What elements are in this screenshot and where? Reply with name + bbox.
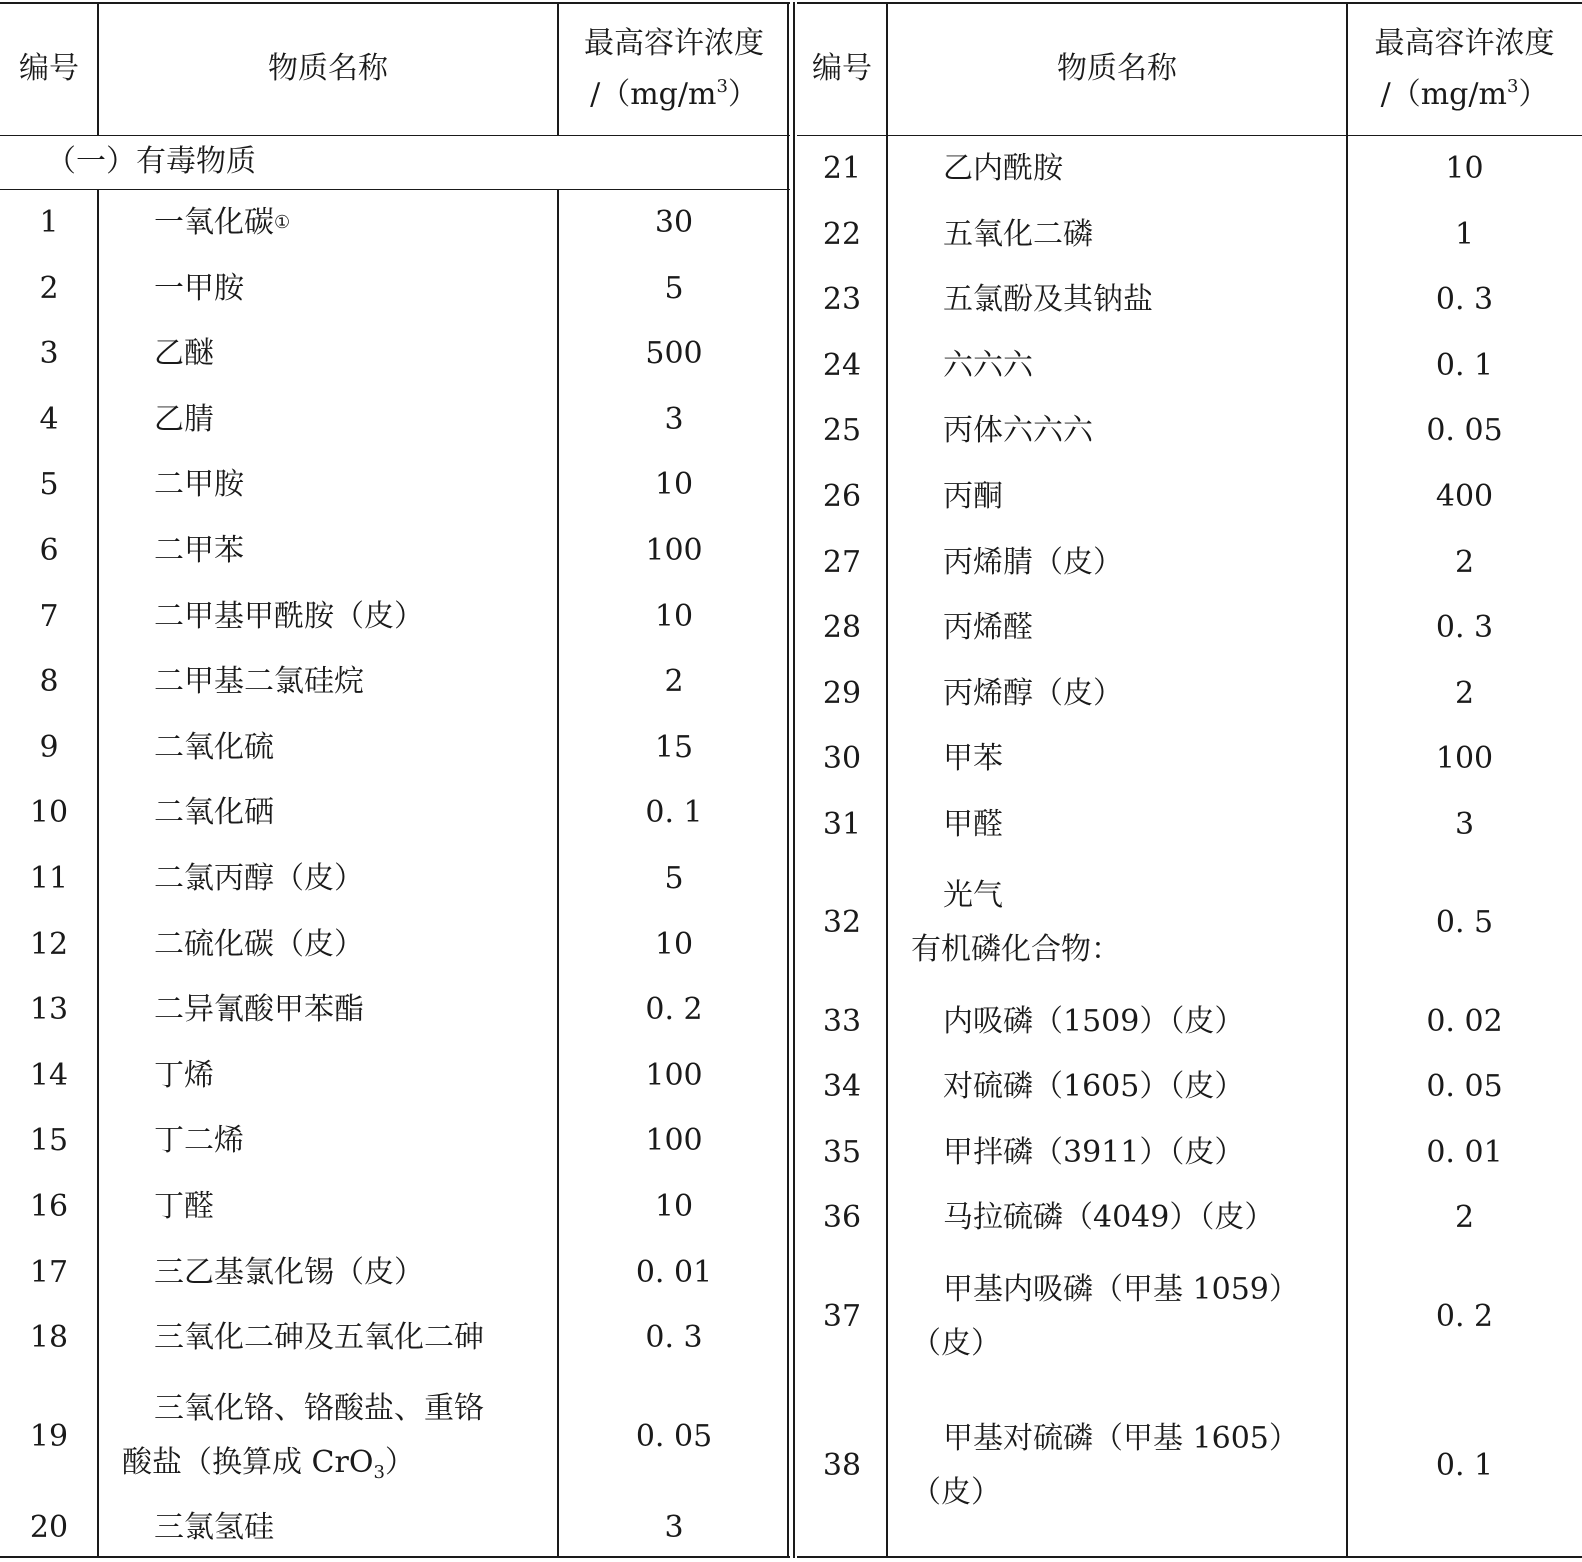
header-conc-line1: 最高容许浓度 [584, 25, 764, 61]
row-number: 27 [822, 544, 862, 580]
row-number: 4 [39, 401, 59, 437]
table-row [797, 661, 1582, 727]
substance-name-line2: （皮） [911, 1325, 1001, 1361]
section-label: （一）有毒物质 [46, 144, 256, 180]
row-number: 38 [822, 1447, 862, 1483]
table-row [797, 595, 1582, 661]
row-number: 23 [822, 282, 862, 318]
substance-name [98, 649, 558, 715]
substance-name [98, 1240, 558, 1306]
substance-name-text: 三氧化二砷及五氧化二砷 [154, 1320, 484, 1356]
substance-name-text: 乙内酰胺 [943, 151, 1063, 187]
row-number: 9 [39, 729, 59, 765]
table-row [0, 846, 790, 912]
max-concentration-value: 10 [1445, 151, 1484, 187]
table-row [797, 1185, 1582, 1251]
substance-name [887, 661, 1347, 727]
table-row [0, 518, 790, 584]
row-number: 7 [39, 598, 59, 634]
max-concentration-value: 2 [664, 664, 684, 700]
substance-name-line1: 甲基内吸磷（甲基 1059） [943, 1271, 1299, 1307]
row-number: 29 [822, 675, 862, 711]
substance-name [98, 715, 558, 781]
table-row [797, 1120, 1582, 1186]
substance-name-text: 二氧化硫 [154, 729, 274, 765]
substance-name-text: 丙烯腈（皮） [943, 544, 1123, 580]
row-number: 28 [822, 610, 862, 646]
substance-name [98, 452, 558, 518]
table-row [0, 256, 790, 322]
row-number: 16 [29, 1189, 69, 1225]
substance-name [887, 726, 1347, 792]
table-row [797, 858, 1582, 989]
row-number: 15 [29, 1123, 69, 1159]
substance-name-text: 内吸磷（1509）（皮） [943, 1003, 1245, 1039]
footnote-marker: ① [274, 211, 291, 233]
substance-name-text: 乙腈 [154, 401, 214, 437]
max-concentration-value: 100 [645, 1123, 703, 1159]
row-number: 37 [822, 1298, 862, 1334]
table-row [797, 726, 1582, 792]
substance-name [887, 398, 1347, 464]
row-number: 30 [822, 741, 862, 777]
table-row [797, 202, 1582, 268]
max-concentration-value: 100 [645, 533, 703, 569]
header-substance-name: 物质名称 [1057, 51, 1177, 87]
substance-name-line2: 有机磷化合物： [911, 932, 1121, 968]
substance-name-text: 甲醛 [943, 807, 1003, 843]
substance-name-line1: 甲基对硫磷（甲基 1605） [943, 1420, 1299, 1456]
column-divider [557, 4, 559, 136]
max-concentration-value: 15 [654, 729, 694, 765]
row-number: 21 [822, 151, 862, 187]
substance-name [887, 858, 1347, 989]
table-row [797, 464, 1582, 530]
header-number: 编号 [19, 51, 79, 87]
max-concentration-value: 0. 1 [645, 795, 703, 831]
max-concentration-value: 3 [664, 1510, 684, 1546]
max-concentration-value: 30 [654, 205, 694, 241]
max-concentration-value: 2 [1454, 1200, 1475, 1236]
table-row [797, 398, 1582, 464]
substance-name [98, 321, 558, 387]
substance-name [887, 989, 1347, 1055]
header-conc-unit: $/(mg/m^3)$ [1380, 76, 1549, 112]
max-concentration-value: 5 [664, 270, 684, 306]
substance-name [98, 912, 558, 978]
left-table [0, 2, 790, 1558]
substance-name [887, 136, 1347, 202]
row-number: 26 [822, 479, 862, 515]
substance-name [887, 267, 1347, 333]
substance-name [98, 518, 558, 584]
header-conc-line1: 最高容许浓度 [1374, 25, 1555, 61]
table-row [797, 1054, 1582, 1120]
substance-name [887, 1185, 1347, 1251]
substance-name [887, 333, 1347, 399]
max-concentration-value: 0. 05 [635, 1418, 713, 1454]
row-number: 14 [29, 1057, 69, 1093]
double-divider [793, 2, 795, 1558]
table-row [0, 1502, 790, 1554]
table-row [797, 530, 1582, 596]
table-row [797, 136, 1582, 202]
substance-name-text: 马拉硫磷（4049）（皮） [943, 1200, 1275, 1236]
table-row [0, 1371, 790, 1502]
substance-name [98, 1371, 558, 1502]
table-row [0, 452, 790, 518]
section-row [0, 136, 790, 190]
max-concentration-value: 2 [1454, 544, 1475, 580]
table-row [0, 387, 790, 453]
max-concentration-value: 0. 3 [645, 1320, 703, 1356]
table-row [797, 1382, 1582, 1549]
max-concentration-value: 500 [645, 336, 703, 372]
max-concentration-value: 2 [1454, 675, 1475, 711]
substance-name-text: 一甲胺 [154, 270, 244, 306]
max-concentration-value: 0. 2 [645, 992, 703, 1028]
substance-name [887, 1054, 1347, 1120]
substance-name [98, 1108, 558, 1174]
row-number: 24 [822, 347, 862, 383]
row-number: 6 [39, 533, 59, 569]
table-row [0, 780, 790, 846]
table-row [0, 649, 790, 715]
table-row [797, 792, 1582, 858]
substance-name [887, 1251, 1347, 1382]
substance-name [887, 530, 1347, 596]
substance-name-text: 丙酮 [943, 479, 1003, 515]
header-conc-unit: $/(mg/m^3)$ [590, 76, 758, 112]
table-row [0, 190, 790, 256]
table-row [0, 977, 790, 1043]
max-concentration-value: 0. 05 [1426, 1069, 1503, 1105]
row-number: 8 [39, 664, 59, 700]
header-max-concentration [558, 4, 790, 134]
table-row [797, 989, 1582, 1055]
substance-name-line1: 三氧化铬、铬酸盐、重铬 [154, 1391, 484, 1427]
table-row [0, 1305, 790, 1371]
substance-name-text: 二甲胺 [154, 467, 244, 503]
substance-name-text: 二氧化硒 [154, 795, 274, 831]
max-concentration-value: 100 [1435, 741, 1494, 777]
max-concentration-value: 0. 1 [1435, 347, 1494, 383]
max-concentration-value: 3 [1454, 807, 1475, 843]
substance-name-text: 二甲基二氯硅烷 [154, 664, 364, 700]
substance-name-text: 二甲苯 [154, 533, 244, 569]
max-concentration-value: 1 [1454, 216, 1475, 252]
substance-name-text: 二甲基甲酰胺（皮） [154, 598, 424, 634]
table-row [797, 1251, 1582, 1382]
max-concentration-value: 3 [664, 401, 684, 437]
substance-name-text: 丙体六六六 [943, 413, 1093, 449]
row-number: 2 [39, 270, 59, 306]
substance-name [98, 780, 558, 846]
substance-name-line2: （皮） [911, 1474, 1001, 1510]
substance-name [887, 792, 1347, 858]
substance-name-text: 二硫化碳（皮） [154, 926, 364, 962]
row-number: 3 [39, 336, 59, 372]
row-number: 18 [29, 1320, 69, 1356]
substance-name-text: 甲拌磷（3911）（皮） [943, 1134, 1245, 1170]
table-row [797, 267, 1582, 333]
substance-name [98, 1174, 558, 1240]
substance-name [98, 977, 558, 1043]
table-row [0, 912, 790, 978]
table-row [0, 584, 790, 650]
double-divider [787, 2, 789, 1558]
substance-name [98, 846, 558, 912]
max-concentration-value: 10 [654, 467, 694, 503]
substance-name-text: 丁烯 [154, 1057, 214, 1093]
substance-name-text: 六六六 [943, 347, 1033, 383]
right-table [797, 2, 1582, 1558]
max-concentration-value: 0. 1 [1435, 1447, 1494, 1483]
substance-name-line1: 光气 [943, 878, 1003, 914]
substance-name-text: 乙醚 [154, 336, 214, 372]
max-concentration-value: 0. 01 [1426, 1134, 1503, 1170]
column-divider [97, 4, 99, 136]
row-number: 1 [39, 205, 59, 241]
substance-name [98, 1043, 558, 1109]
substance-name [887, 1120, 1347, 1186]
table-header [0, 4, 790, 136]
max-concentration-value: 10 [654, 598, 694, 634]
substance-name-text: 二氯丙醇（皮） [154, 861, 364, 897]
row-number: 13 [29, 992, 69, 1028]
substance-name [887, 1382, 1347, 1549]
substance-name-text: 三氯氢硅 [154, 1510, 274, 1546]
substance-name-text: 对硫磷（1605）（皮） [943, 1069, 1245, 1105]
substance-name-line2: 酸盐（换算成 CrO$_3$） [122, 1445, 415, 1484]
header-number: 编号 [812, 51, 872, 87]
max-concentration-value: 0. 3 [1435, 282, 1494, 318]
row-number: 34 [822, 1069, 862, 1105]
table-row [0, 1174, 790, 1240]
substance-name-text: 二异氰酸甲苯酯 [154, 992, 364, 1028]
substance-name [98, 1305, 558, 1371]
substance-name-text: 丙烯醛 [943, 610, 1033, 646]
substance-name-text: 五氧化二磷 [943, 216, 1093, 252]
row-number: 10 [29, 795, 69, 831]
row-number: 31 [822, 807, 862, 843]
max-concentration-value: 0. 2 [1435, 1298, 1494, 1334]
row-number: 22 [822, 216, 862, 252]
substance-name-text: 甲苯 [943, 741, 1003, 777]
table-row [0, 1108, 790, 1174]
row-number: 33 [822, 1003, 862, 1039]
row-number: 5 [39, 467, 59, 503]
substance-name [887, 595, 1347, 661]
max-concentration-value: 0. 05 [1426, 413, 1503, 449]
substance-name-text: 丙烯醇（皮） [943, 675, 1123, 711]
substance-name [887, 202, 1347, 268]
header-substance-name: 物质名称 [268, 51, 388, 87]
table-row [0, 1240, 790, 1306]
row-number: 19 [29, 1418, 69, 1454]
row-number: 20 [29, 1510, 69, 1546]
substance-name [98, 1502, 558, 1554]
max-concentration-value: 400 [1435, 479, 1494, 515]
row-number: 12 [29, 926, 69, 962]
substance-name-text: 丁二烯 [154, 1123, 244, 1159]
max-concentration-value: 0. 02 [1426, 1003, 1503, 1039]
row-number: 36 [822, 1200, 862, 1236]
substance-name-text: 五氯酚及其钠盐 [943, 282, 1153, 318]
substance-name [98, 387, 558, 453]
table-row [0, 321, 790, 387]
substance-name [98, 584, 558, 650]
max-concentration-value: 5 [664, 861, 684, 897]
table-header [797, 4, 1582, 136]
row-number: 32 [822, 905, 862, 941]
table-row [0, 715, 790, 781]
table-row [797, 333, 1582, 399]
row-number: 35 [822, 1134, 862, 1170]
substance-name [98, 190, 558, 256]
substance-name-text: 一氧化碳 [154, 205, 274, 241]
header-max-concentration [1347, 4, 1582, 134]
substance-name-text: 丁醛 [154, 1189, 214, 1225]
max-concentration-value: 100 [645, 1057, 703, 1093]
substance-name [887, 464, 1347, 530]
substance-name-text: 三乙基氯化锡（皮） [154, 1254, 424, 1290]
max-concentration-value: 10 [654, 926, 694, 962]
row-number: 17 [29, 1254, 69, 1290]
table-row [0, 1043, 790, 1109]
max-concentration-value: 0. 3 [1435, 610, 1494, 646]
substance-name [98, 256, 558, 322]
max-concentration-value: 0. 01 [635, 1254, 713, 1290]
row-number: 25 [822, 413, 862, 449]
max-concentration-value: 10 [654, 1189, 694, 1225]
max-concentration-value: 0. 5 [1435, 905, 1494, 941]
row-number: 11 [29, 861, 69, 897]
